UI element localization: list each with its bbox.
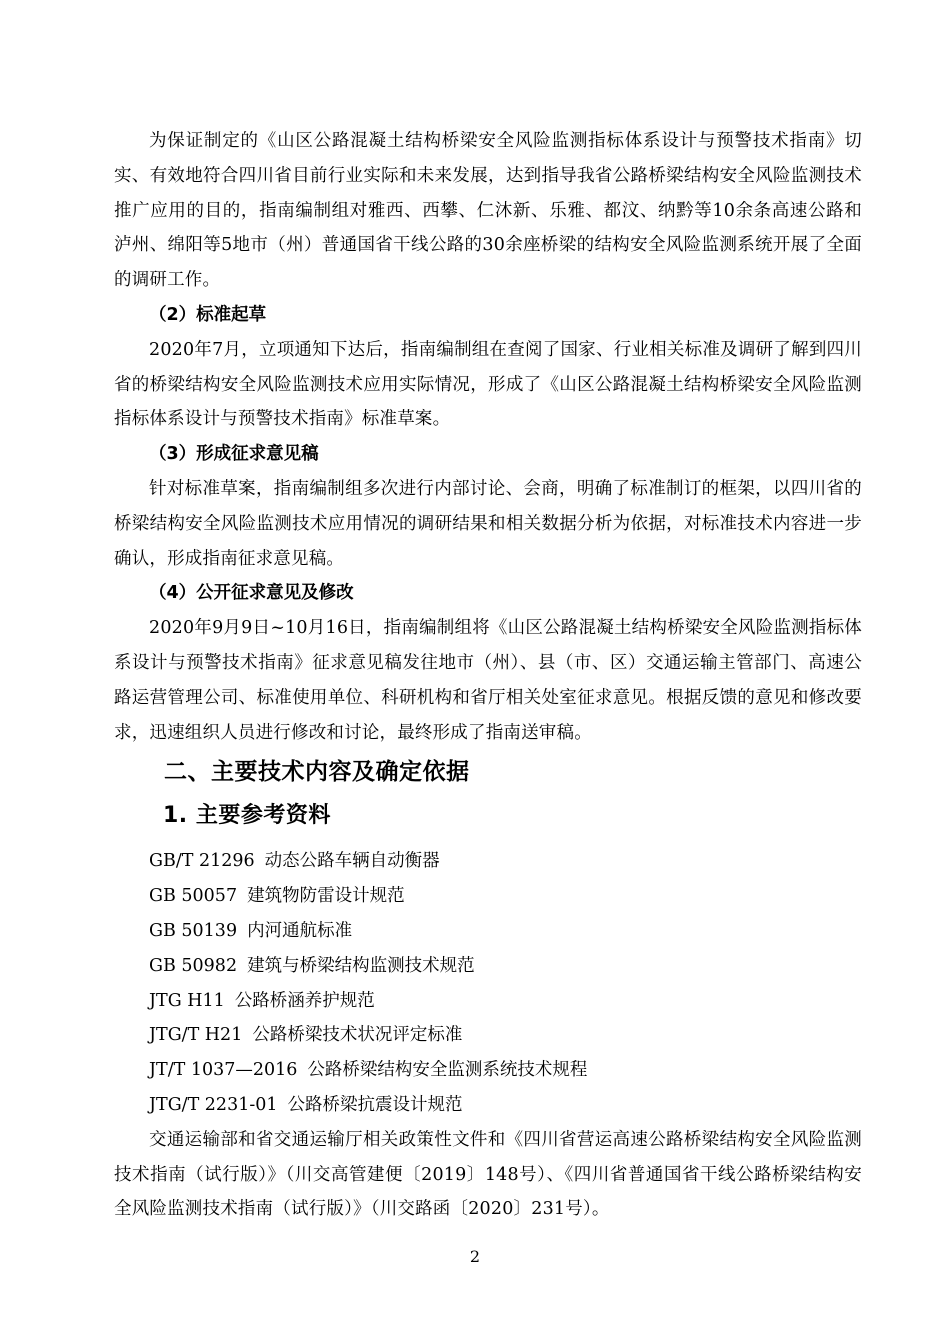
reference-item [114,1053,862,1088]
reference-code: GB 50982 [149,955,238,976]
reference-title: 内河通航标准 [247,920,353,941]
page-number: 2 [469,1247,481,1266]
consultation-draft-paragraph: 针对标准草案，指南编制组多次进行内部讨论、会商，明确了标准制订的框架，以四川省的桥梁结构安全风险监测技术应用情况的调研结果和相关数据分析为依据，对标准技术内容进一步确认，形成指南征求意见稿。 [114,478,862,569]
reference-list [114,844,862,1122]
drafting-paragraph: 2020年7月，立项通知下达后，指南编制组在查阅了国家、行业相关标准及调研了解到四川省的桥梁结构安全风险监测技术应用实际情况，形成了《山区公路混凝土结构桥梁安全风险监测指标体系设计与预警技术指南》标准草案。 [114,339,862,430]
subsection-title: 1. 主要参考资料 [163,803,331,829]
public-consultation-paragraph: 2020年9月9日~10月16日，指南编制组将《山区公路混凝土结构桥梁安全风险监测指标体系设计与预警技术指南》征求意见稿发往地市（州）、县（市、区）交通运输主管部门、高速公路运营管理公司、标准使用单位、科研机构和省厅相关处室征求意见。根据反馈的意见和修改要求，迅速组织人员进行修改和讨论，最终形成了指南送审稿。 [114,618,862,743]
reference-code: JTG/T H21 [149,1025,243,1046]
reference-code: JT/T 1037—2016 [149,1060,298,1081]
reference-item [114,844,862,879]
subheading-consultation-draft: （3）形成征求意见稿 [149,444,319,465]
reference-title: 公路桥涵养护规范 [234,990,375,1011]
reference-item [114,1088,862,1123]
reference-title: 建筑物防雷设计规范 [247,886,405,907]
reference-title: 公路桥梁结构安全监测系统技术规程 [307,1060,588,1081]
reference-code: GB 50057 [149,886,238,907]
reference-code: GB 50139 [149,920,238,941]
subheading-drafting: （2）标准起草 [149,304,267,325]
section-title: 二、主要技术内容及确定依据 [164,759,470,786]
reference-title: 公路桥梁抗震设计规范 [287,1094,463,1115]
reference-code: JTG H11 [149,990,225,1011]
reference-item [114,914,862,949]
reference-code: JTG/T 2231-01 [149,1094,278,1115]
reference-code: GB/T 21296 [149,851,255,872]
reference-item [114,949,862,984]
reference-item [114,1018,862,1053]
reference-title: 动态公路车辆自动衡器 [264,851,440,872]
subheading-public-consultation: （4）公开征求意见及修改 [149,583,354,604]
intro-paragraph: 为保证制定的《山区公路混凝土结构桥梁安全风险监测指标体系设计与预警技术指南》切实、有效地符合四川省目前行业实际和未来发展，达到指导我省公路桥梁结构安全风险监测技术推广应用的目的，指南编制组对雅西、西攀、仁沐新、乐雅、都汶、纳黔等10余条高速公路和泸州、绵阳等5地市（州）普通国省干线公路的30余座桥梁的结构安全风险监测系统开展了全面的调研工作。 [114,131,862,291]
page-body [114,124,862,1227]
reference-title: 公路桥梁技术状况评定标准 [252,1025,463,1046]
reference-item [114,879,862,914]
reference-item [114,984,862,1019]
policy-documents-paragraph: 交通运输部和省交通运输厅相关政策性文件和《四川省营运高速公路桥梁结构安全风险监测技术指南（试行版）》（川交高管建便〔2019〕148号）、《四川省普通国省干线公路桥梁结构安全风险监测技术指南（试行版）》（川交路函〔2020〕231号）。 [114,1129,862,1220]
reference-title: 建筑与桥梁结构监测技术规范 [247,955,475,976]
